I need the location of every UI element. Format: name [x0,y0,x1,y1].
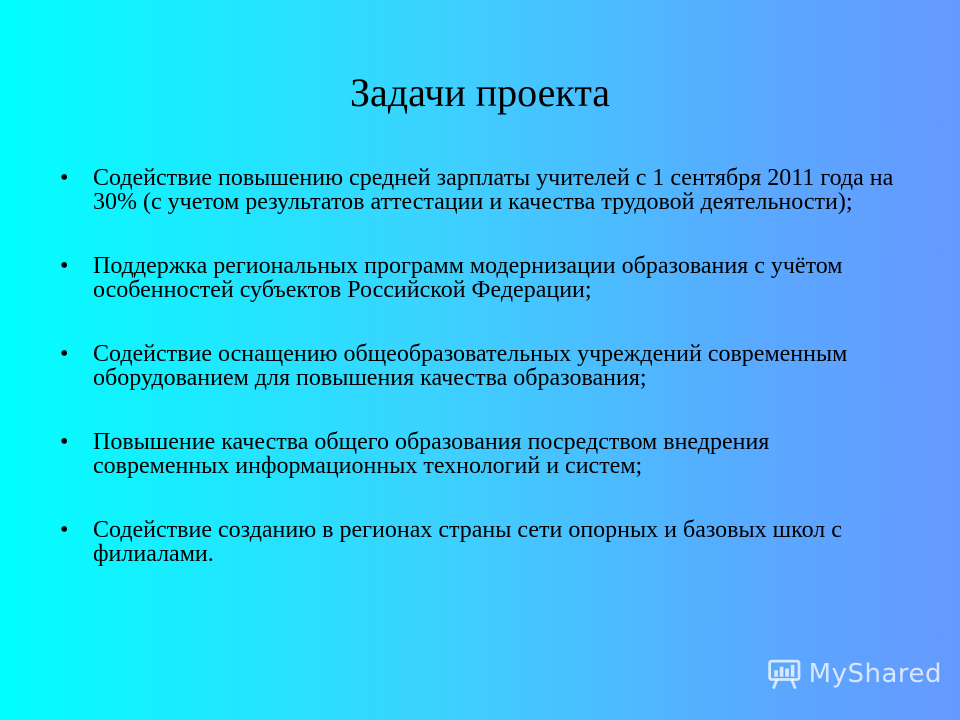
bullet-text: Содействие созданию в регионах страны сети опорных и базовых школ с филиалами. [93,517,842,567]
watermark-logo [766,654,942,694]
bullet-dot: • [60,165,69,191]
bullet-text: Поддержка региональных программ модернизации образования с учётом особенностей субъектов Российской Федерации; [93,253,843,303]
bullet-text: Содействие оснащению общеобразовательных учреждений современным оборудованием для повышения качества образования; [93,341,848,391]
bullet-item [60,518,900,566]
bullet-item [60,430,900,478]
bullet-dot: • [60,253,69,279]
presentation-board-icon [766,654,803,694]
bullet-dot: • [60,341,69,367]
bullet-dot: • [60,517,69,543]
bullet-text: Повышение качества общего образования посредством внедрения современных информационных технологий и систем; [93,429,770,479]
bullet-dot: • [60,429,69,455]
bullet-item [60,166,900,214]
bullet-text: Содействие повышению средней зарплаты учителей с 1 сентября 2011 года на 30% (с учетом результатов аттестации и качества трудовой деятельности); [93,165,894,215]
watermark-text: MyShared [808,659,942,689]
slide-title: Задачи проекта [349,70,611,115]
bullet-item [60,342,900,390]
bullet-item [60,254,900,302]
bullet-list [60,166,900,606]
